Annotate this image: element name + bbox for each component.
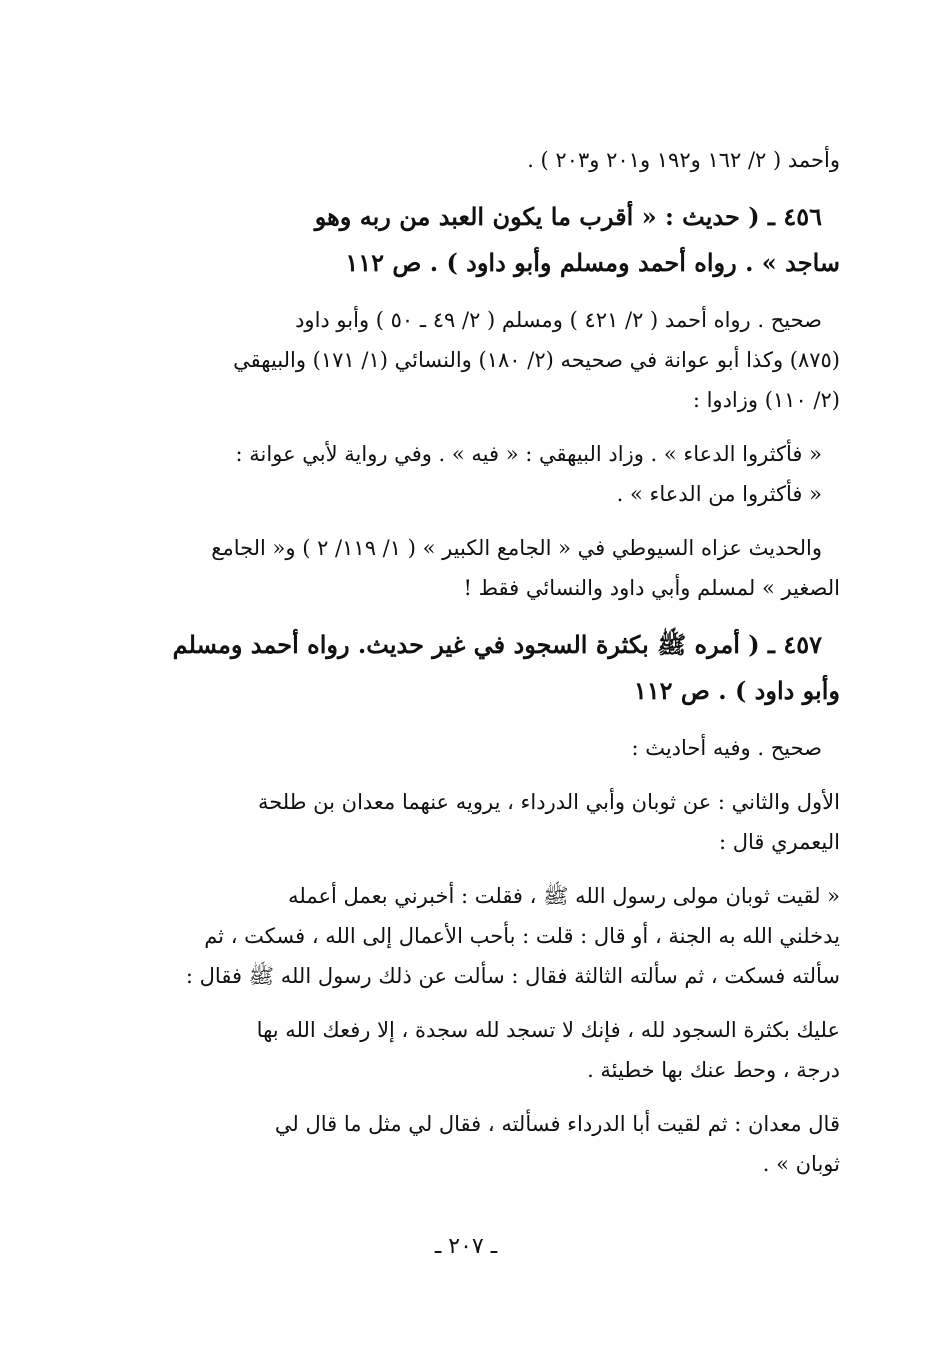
page-body [150, 140, 840, 1184]
hadith-heading-457: ٤٥٧ ـ ( أمره ﷺ بكثرة السجود في غير حديث. رواه أحمد ومسلم [172, 630, 822, 659]
text-line: عليك بكثرة السجود لله ، فإنك لا تسجد لله سجدة ، إلا رفعك الله بها [256, 1018, 840, 1042]
page-number: ـ ٢٠٧ ـ [434, 1234, 498, 1259]
text-line: درجة ، وحط عنك بها خطيئة . [587, 1058, 840, 1082]
text-line: يدخلني الله به الجنة ، أو قال : قلت : بأحب الأعمال إلى الله ، فسكت ، ثم [204, 924, 840, 948]
text-line: قال معدان : ثم لقيت أبا الدرداء فسألته ، فقال لي مثل ما قال لي [274, 1112, 840, 1136]
text-line: ثوبان » . [762, 1152, 840, 1176]
text-line: والحديث عزاه السيوطي في « الجامع الكبير » ( ١/ ١١٩/ ٢ ) و« الجامع [211, 536, 822, 560]
text-line: (٢/ ١١٠) وزادوا : [692, 388, 840, 412]
text-line: الأول والثاني : عن ثوبان وأبي الدرداء ، يرويه عنهما معدان بن طلحة [257, 790, 840, 814]
text-line: سألته فسكت ، ثم سألته الثالثة فقال : سألت عن ذلك رسول الله ﷺ فقال : [185, 964, 840, 988]
text-line: « فأكثروا من الدعاء » . [616, 482, 822, 506]
text-line: (٨٧٥) وكذا أبو عوانة في صحيحه (٢/ ١٨٠) والنسائي (١/ ١٧١) والبيهقي [233, 348, 840, 372]
text-line: صحيح . رواه أحمد ( ٢/ ٤٢١ ) ومسلم ( ٢/ ٤٩ ـ ٥٠ ) وأبو داود [295, 308, 822, 332]
text-line: اليعمري قال : [719, 830, 840, 854]
hadith-heading-456: ٤٥٦ ـ ( حديث : « أقرب ما يكون العبد من ربه وهو [314, 202, 822, 231]
text-line: « لقيت ثوبان مولى رسول الله ﷺ ، فقلت : أخبرني بعمل أعمله [288, 884, 840, 908]
text-line: صحيح . وفيه أحاديث : [631, 736, 822, 760]
text-line: الصغير » لمسلم وأبي داود والنسائي فقط ! [463, 576, 840, 600]
hadith-heading-457-cont: وأبو داود ) . ص ١١٢ [633, 676, 840, 705]
hadith-heading-456-cont: ساجد » . رواه أحمد ومسلم وأبو داود ) . ص ١١٢ [345, 248, 840, 277]
text-line: وأحمد ( ٢/ ١٦٢ و١٩٢ و٢٠١ و٢٠٣ ) . [527, 148, 840, 172]
text-line: « فأكثروا الدعاء » . وزاد البيهقي : « فيه » . وفي رواية لأبي عوانة : [235, 442, 822, 466]
